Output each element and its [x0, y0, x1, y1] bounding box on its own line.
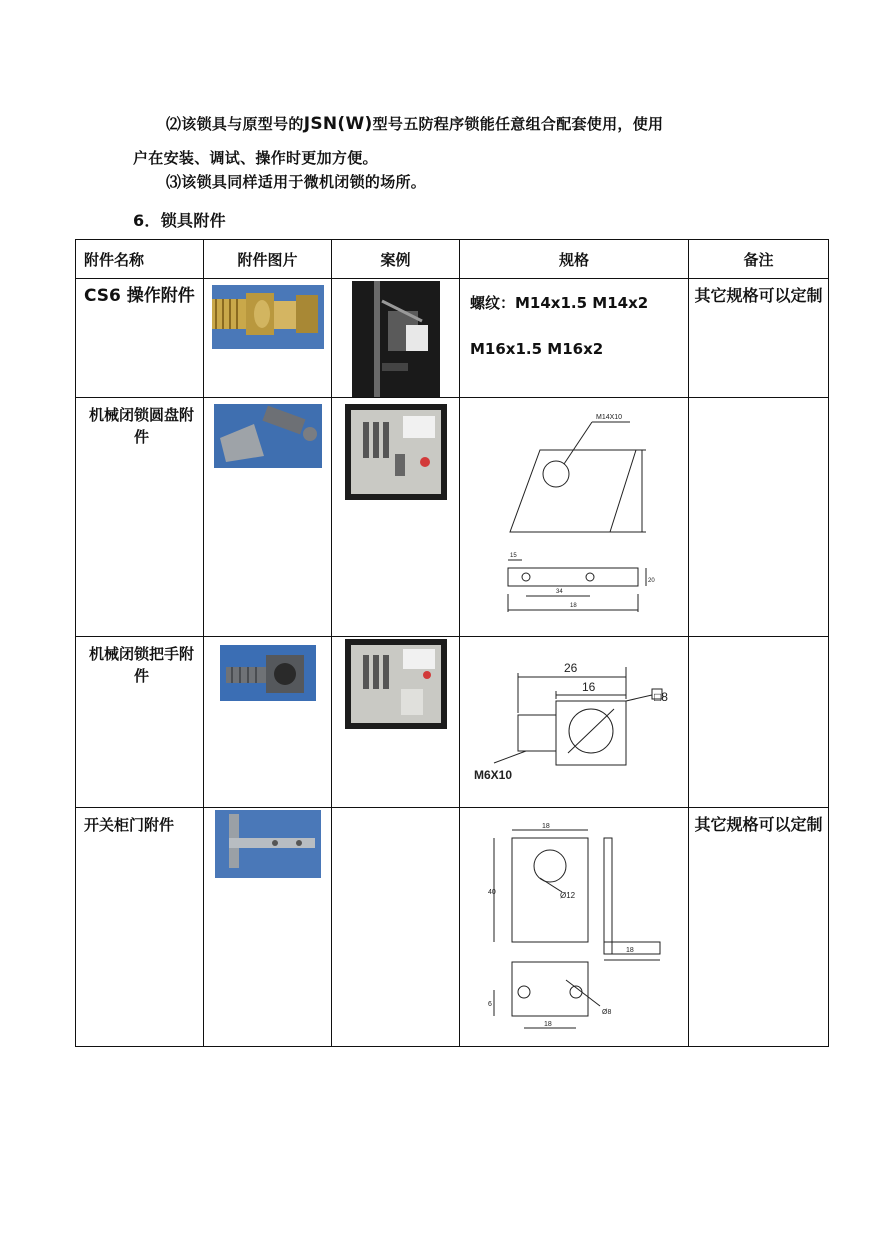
row2-name: 机械闭锁圆盘附件 [88, 406, 194, 446]
handle-inner-label: 16 [582, 680, 596, 694]
handle-drawing [460, 637, 688, 803]
table-row [76, 398, 829, 637]
intro-line1-prefix: ⑵该锁具与原型号的 [166, 115, 304, 133]
header-spec: 规格 [460, 240, 689, 279]
door-small-label: 6 [488, 1001, 492, 1008]
disc-drawing [460, 398, 688, 632]
row1-spec [460, 279, 688, 359]
disc-hole-label: M14X10 [596, 414, 623, 421]
row3-name-cell [76, 637, 204, 808]
handle-thread-label: M6X10 [474, 768, 513, 782]
intro-brand: JSN(W) [303, 114, 373, 134]
row3-drawing-cell [460, 637, 689, 808]
spec-thread-line1: 螺纹：M14x1.5 M14x2 [470, 294, 649, 312]
intro-line1-suffix: 型号五防程序锁能任意组合配套使用，使用 [372, 115, 664, 133]
row3-note-cell [689, 637, 829, 808]
door-height-label: 40 [488, 889, 496, 896]
row4-note-cell [689, 808, 829, 1047]
row1-name-cell [76, 279, 204, 398]
row2-note-cell [689, 398, 829, 637]
header-example: 案例 [332, 240, 460, 279]
row3-photo-cell [204, 637, 332, 808]
handle-fitting-photo [220, 645, 316, 701]
table-row [76, 279, 829, 398]
section-heading: 6．锁具附件 [133, 211, 226, 230]
row4-name-cell [76, 808, 204, 1047]
disc-dim-a: 15 [510, 553, 517, 559]
row1-name: CS6 操作附件 [84, 286, 195, 306]
handle-square-label: □8 [654, 690, 668, 704]
door-side-label: 18 [626, 947, 634, 954]
row4-name: 开关柜门附件 [84, 816, 175, 834]
door-drawing [460, 808, 688, 1042]
row4-photo-cell [204, 808, 332, 1047]
row2-drawing-cell [460, 398, 689, 637]
disc-example-photo [345, 404, 447, 500]
cs6-example-photo [352, 281, 440, 397]
header-note: 备注 [689, 240, 829, 279]
intro-line1 [166, 113, 663, 134]
header-photo: 附件图片 [204, 240, 332, 279]
row2-photo-cell [204, 398, 332, 637]
disc-dim-b: 34 [556, 589, 563, 595]
intro-line2: ⑶该锁具同样适用于微机闭锁的场所。 [166, 173, 427, 191]
cs6-fitting-photo [212, 285, 324, 349]
accessory-table [75, 239, 829, 1047]
row2-name-cell [76, 398, 204, 637]
header-name: 附件名称 [76, 240, 204, 279]
handle-width-label: 26 [564, 661, 578, 675]
door-hole2-label: Ø8 [602, 1009, 612, 1016]
handle-example-photo [345, 639, 447, 729]
door-fitting-photo [215, 810, 321, 878]
door-hole-label: Ø12 [560, 891, 576, 900]
row2-note [689, 398, 828, 404]
row1-example-cell [332, 279, 460, 398]
intro-line1-continued: 户在安装、调试、操作时更加方便。 [133, 149, 378, 167]
row1-note: 其它规格可以定制 [694, 286, 823, 305]
table-row [76, 637, 829, 808]
row4-note: 其它规格可以定制 [694, 815, 823, 834]
row3-name: 机械闭锁把手附件 [88, 645, 194, 685]
row2-example-cell [332, 398, 460, 637]
row1-photo-cell [204, 279, 332, 398]
table-row [76, 808, 829, 1047]
row4-drawing-cell [460, 808, 689, 1047]
door-bottom-label: 18 [544, 1021, 552, 1028]
row4-example-cell [332, 808, 460, 1047]
disc-dim-d: 20 [648, 578, 655, 584]
row1-spec-cell [460, 279, 689, 398]
door-top-label: 18 [542, 823, 550, 830]
disc-dim-c: 18 [570, 603, 577, 609]
disc-fitting-photo [214, 404, 322, 468]
spec-thread-line2: M16x1.5 M16x2 [470, 340, 604, 358]
table-header-row [76, 240, 829, 279]
row3-example-cell [332, 637, 460, 808]
row1-note-cell [689, 279, 829, 398]
row3-note [689, 637, 828, 643]
